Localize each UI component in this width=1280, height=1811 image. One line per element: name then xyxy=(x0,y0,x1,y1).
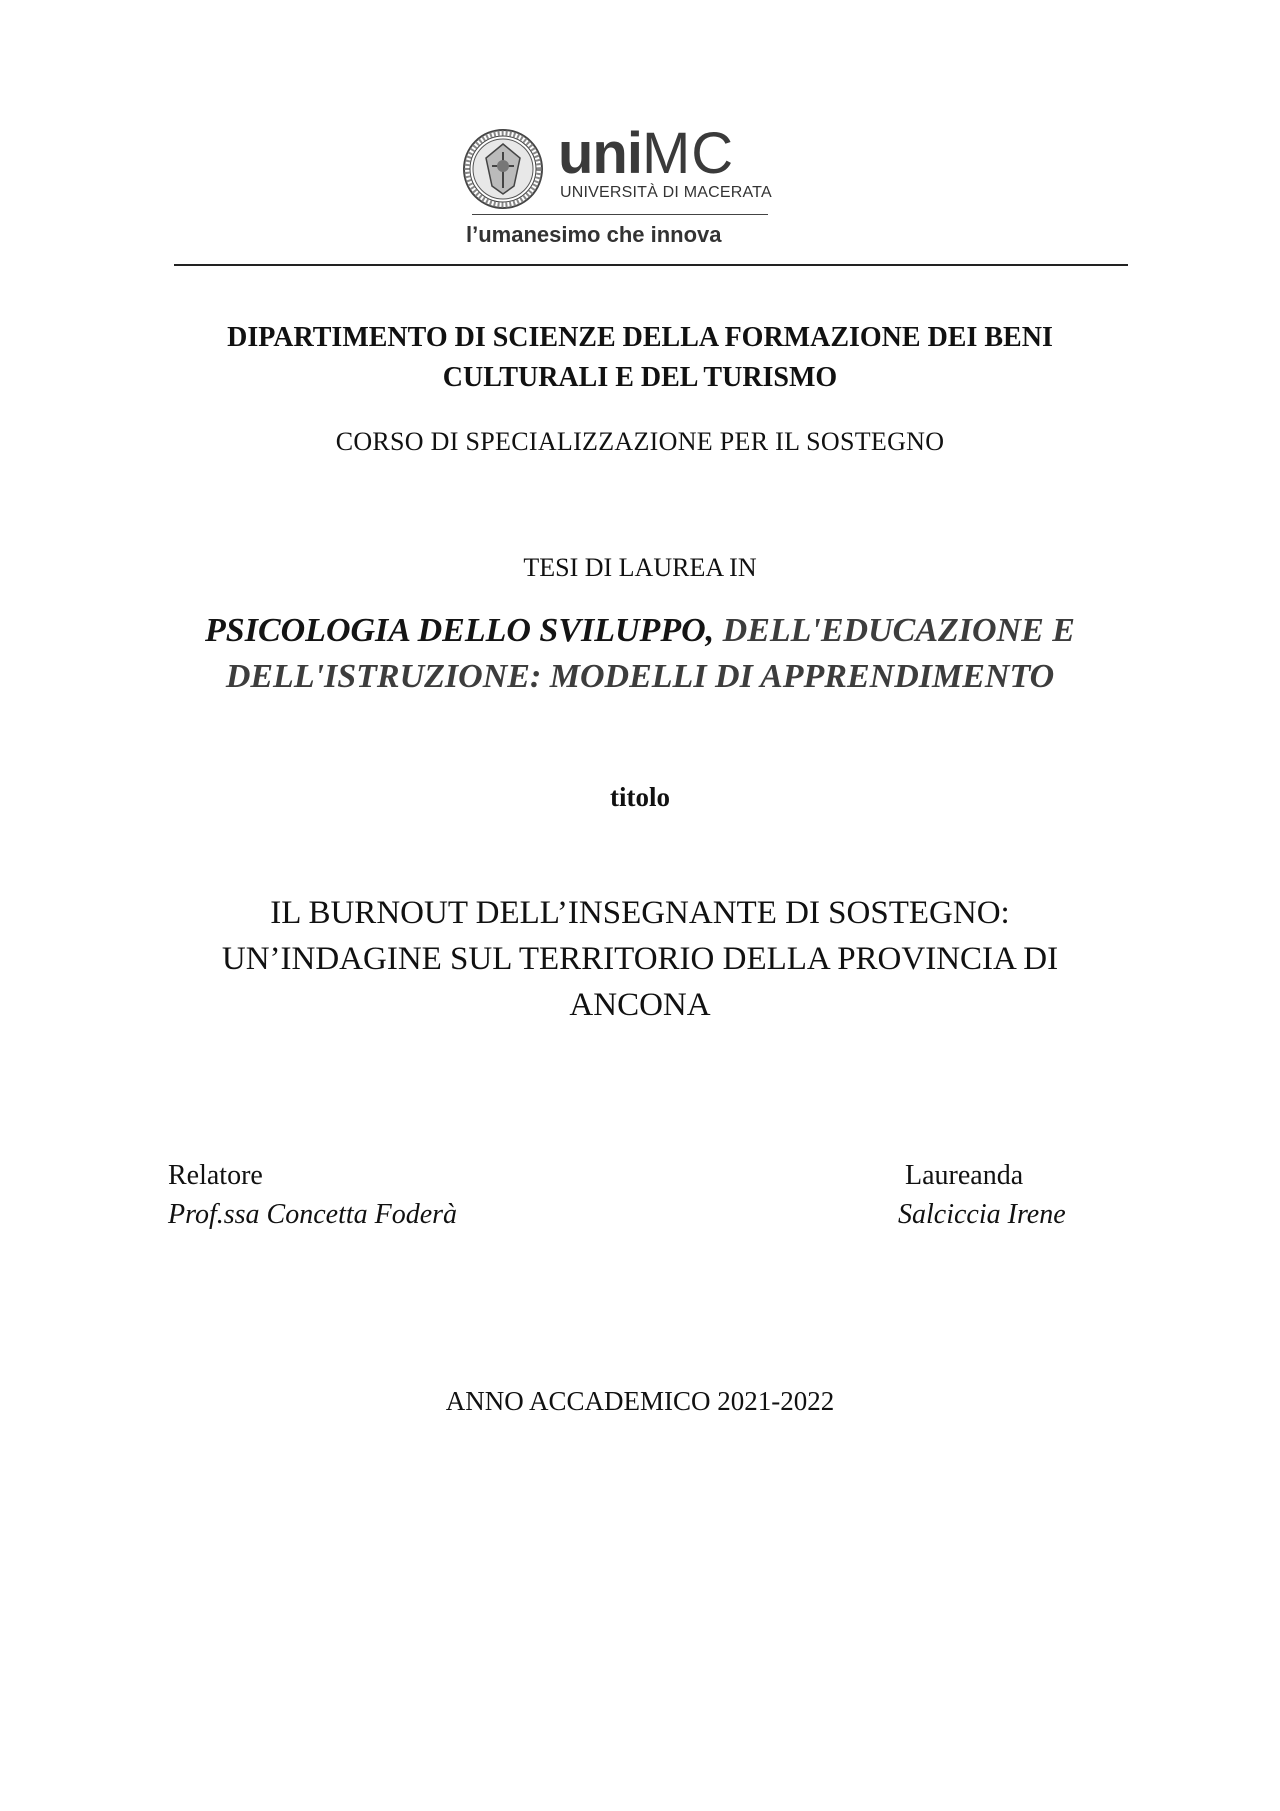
department-line-2: CULTURALI E DEL TURISMO xyxy=(442,362,838,393)
university-logo xyxy=(462,122,778,262)
brand-wordmark xyxy=(558,122,734,186)
student-name: Salciccia Irene xyxy=(898,1199,1066,1230)
thesis-subject xyxy=(0,608,1280,700)
thesis-title xyxy=(0,890,1280,1028)
department-line-1: DIPARTIMENTO DI SCIENZE DELLA FORMAZIONE DEI BENI xyxy=(227,322,1053,353)
supervisor-name: Prof.ssa Concetta Foderà xyxy=(168,1199,458,1230)
brand-uni: uni xyxy=(558,121,642,186)
brand-mc: MC xyxy=(641,121,735,186)
university-seal-icon xyxy=(462,128,544,210)
supervisor-label: Relatore xyxy=(168,1160,263,1191)
subject-part-1: PSICOLOGIA DELLO SVILUPPO xyxy=(205,612,706,649)
thesis-title-line-2: UN’INDAGINE SUL TERRITORIO DELLA PROVINCIA DI xyxy=(221,941,1059,977)
title-label: titolo xyxy=(610,782,670,812)
header-divider xyxy=(174,264,1128,266)
university-name: UNIVERSITÀ DI MACERATA xyxy=(560,184,772,201)
subject-line-1 xyxy=(0,608,1280,654)
thesis-title-line-3: ANCONA xyxy=(569,987,711,1023)
subject-part-2: DELL'EDUCAZIONE E xyxy=(722,612,1075,649)
logo-tagline: l’umanesimo che innova xyxy=(466,222,722,247)
thesis-in-label: TESI DI LAUREA IN xyxy=(523,553,757,582)
thesis-title-line-1: IL BURNOUT DELL’INSEGNANTE DI SOSTEGNO: xyxy=(270,895,1010,931)
academic-year: ANNO ACCADEMICO 2021-2022 xyxy=(445,1386,835,1416)
course-name: CORSO DI SPECIALIZZAZIONE PER IL SOSTEGNO xyxy=(335,427,945,456)
subject-line-2: DELL'ISTRUZIONE: MODELLI DI APPRENDIMENTO xyxy=(225,658,1055,695)
logo-divider xyxy=(472,214,768,215)
student-label: Laureanda xyxy=(905,1160,1024,1191)
subject-separator: , xyxy=(705,612,723,649)
department-heading xyxy=(0,318,1280,398)
